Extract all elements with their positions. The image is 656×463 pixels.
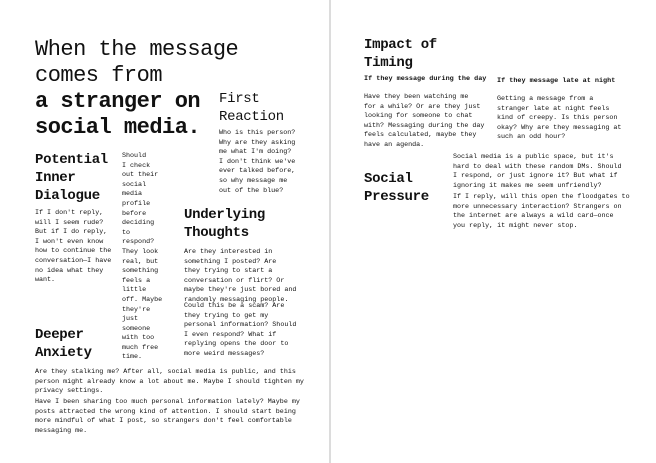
day-subheading: If they message during the day [364, 75, 487, 83]
inner-dialogue-heading [35, 151, 108, 205]
title-line-4: social media. [35, 115, 201, 140]
first-reaction-heading-line-2: Reaction [219, 109, 284, 125]
first-reaction-heading [219, 90, 284, 126]
night-subheading: If they message late at night [497, 77, 616, 85]
deeper-anxiety-heading-line-2: Anxiety [35, 345, 92, 361]
page-title [35, 37, 238, 141]
underlying-thoughts-text-2: Could this be a scam? Are they trying to get my personal information? Should I even respond? What if replying opens the door to more weird messages? [184, 302, 297, 358]
title-line-2: comes from [35, 63, 163, 88]
underlying-thoughts-heading [184, 206, 265, 242]
inner-dialogue-heading-line-2: Inner [35, 170, 76, 186]
deeper-anxiety-heading-line-1: Deeper [35, 327, 84, 343]
title-line-3: a stranger on [35, 89, 201, 114]
underlying-thoughts-heading-line-1: Underlying [184, 207, 266, 223]
night-text: Getting a message from a stranger late at night feels kind of creepy. Is this person okay? Why are they messaging at such an odd hour? [497, 95, 622, 142]
underlying-thoughts-heading-line-2: Thoughts [184, 225, 249, 241]
impact-of-timing-heading [364, 36, 437, 72]
right-page [331, 0, 656, 463]
inner-dialogue-heading-line-1: Potential [35, 152, 108, 168]
inner-dialogue-side-text: Should I check out their social media profile before deciding to respond? They look real, but something feels a little off. Maybe they're just someone with too much free time. [122, 152, 163, 362]
social-pressure-heading-line-2: Pressure [364, 189, 429, 205]
inner-dialogue-text: If I don't reply, will I seem rude? But if I do reply, I won't even know how to continue the conversation—I have no idea what they want. [35, 209, 112, 285]
underlying-thoughts-text-1: Are they interested in something I posted? Are they trying to start a conversation or flirt? Or maybe they're just bored and randomly messaging people. [184, 248, 297, 304]
inner-dialogue-heading-line-3: Dialogue [35, 188, 100, 204]
first-reaction-heading-line-1: First [219, 91, 260, 107]
deeper-anxiety-text-1: Are they stalking me? After all, social media is public, and this person might already know a lot about me. Maybe I should tighten my privacy settings. [35, 368, 304, 396]
social-pressure-text-2: If I reply, will this open the floodgates to more unnecessary interaction? Strangers on the internet are always a wild card—once you reply, it might never stop. [453, 193, 630, 230]
social-pressure-text-1: Social media is a public space, but it's hard to deal with these random DMs. Should I respond, or just ignore it? But what if ignoring it makes me seem unfriendly? [453, 153, 622, 190]
title-line-1: When the message [35, 37, 239, 62]
day-text: Have they been watching me for a while? Or are they just looking for someone to chat with? Messaging during the day feels calculated, maybe they have an agenda. [364, 93, 485, 149]
deeper-anxiety-text-2: Have I been sharing too much personal information lately? Maybe my posts attracted the wrong kind of attention. I should start being more mindful of what I post, so strangers don't feel comfortable messaging me. [35, 398, 300, 435]
social-pressure-heading-line-1: Social [364, 171, 413, 187]
impact-heading-line-2: Timing [364, 55, 413, 71]
social-pressure-heading [364, 170, 429, 206]
deeper-anxiety-heading [35, 326, 92, 362]
impact-heading-line-1: Impact of [364, 37, 437, 53]
first-reaction-text: Who is this person? Why are they asking me what I'm doing? I don't think we've ever talked before, so why message me out of the blue? [219, 129, 296, 195]
